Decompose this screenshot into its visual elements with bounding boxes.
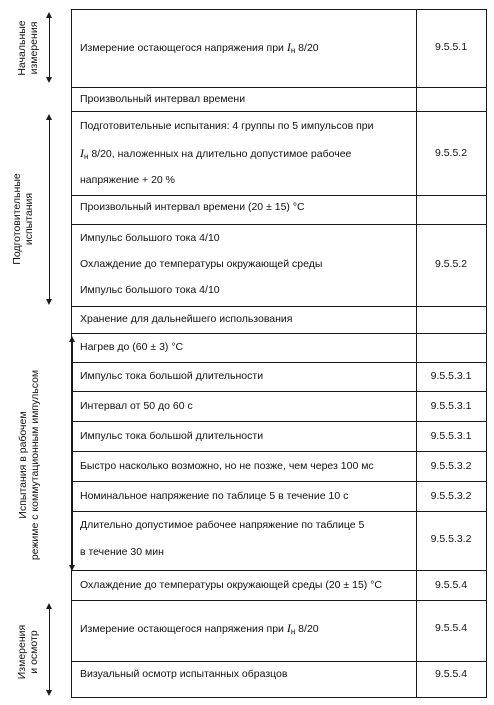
clause-reference: 9.5.5.2 bbox=[434, 258, 468, 270]
step-text: Интервал от 50 до 60 с bbox=[80, 400, 193, 412]
step-text: Измерение остающегося напряжения при $I_н$ 8/20 bbox=[80, 40, 319, 55]
step-text: Хранение для дальнейшего использования bbox=[80, 313, 293, 325]
arrow-down-icon bbox=[46, 77, 52, 83]
step-text: Подготовительные испытания: 4 группы по 5 импульсов при bbox=[80, 120, 374, 132]
clause-reference: 9.5.5.3.2 bbox=[430, 533, 472, 545]
group-label-line: и осмотр bbox=[28, 630, 40, 674]
arrow-down-icon bbox=[69, 565, 75, 571]
step-text: Номинальное напряжение по таблице 5 в течение 10 с bbox=[80, 490, 349, 502]
step-text: Нагрев до (60 ± 3) °С bbox=[80, 341, 184, 353]
group-label-preparatory bbox=[11, 164, 35, 274]
group-label-line: Начальные bbox=[16, 20, 28, 76]
step-text: Импульс тока большой длительности bbox=[80, 430, 264, 442]
arrow-line bbox=[72, 340, 73, 566]
step-text: Измерение остающегося напряжения при $I_н$ 8/20 bbox=[80, 621, 319, 636]
clause-reference: 9.5.5.3.2 bbox=[430, 490, 472, 502]
step-text: напряжение + 20 % bbox=[80, 174, 175, 186]
arrow-down-icon bbox=[46, 299, 52, 305]
step-text: Произвольный интервал времени bbox=[80, 93, 246, 105]
arrow-line bbox=[49, 607, 50, 691]
step-text: $I_н$ 8/20, наложенных на длительно допустимое рабочее bbox=[80, 146, 352, 161]
group-label-switching bbox=[17, 360, 41, 570]
clause-reference: 9.5.5.1 bbox=[434, 41, 468, 53]
step-text: Визуальный осмотр испытанных образцов bbox=[80, 668, 288, 680]
clause-reference: 9.5.5.2 bbox=[434, 147, 468, 159]
clause-reference: 9.5.5.3.2 bbox=[430, 460, 472, 472]
step-text: Охлаждение до температуры окружающей среды (20 ± 15) °С bbox=[80, 579, 382, 591]
group-label-initial bbox=[16, 13, 40, 83]
step-text: Импульс большого тока 4/10 bbox=[80, 284, 220, 296]
clause-reference: 9.5.5.4 bbox=[434, 668, 468, 680]
step-text: Длительно допустимое рабочее напряжение по таблице 5 bbox=[80, 519, 365, 531]
group-label-line: испытания bbox=[23, 192, 35, 246]
group-label-line: Измерения bbox=[16, 624, 28, 680]
step-text: Быстро насколько возможно, но не позже, чем через 100 мс bbox=[80, 460, 374, 472]
arrow-down-icon bbox=[46, 690, 52, 696]
step-text: в течение 30 мин bbox=[80, 546, 164, 558]
group-label-line: Подготовительные bbox=[11, 173, 23, 265]
arrow-line bbox=[49, 118, 50, 302]
arrow-line bbox=[49, 16, 50, 79]
clause-reference: 9.5.5.3.1 bbox=[430, 370, 472, 382]
clause-reference: 9.5.5.4 bbox=[434, 579, 468, 591]
step-text: Импульс тока большой длительности bbox=[80, 370, 264, 382]
step-text: Охлаждение до температуры окружающей среды bbox=[80, 258, 323, 270]
group-label-line: режиме с коммутационным импульсом bbox=[29, 369, 41, 561]
clause-reference: 9.5.5.3.1 bbox=[430, 430, 472, 442]
group-label-line: измерения bbox=[28, 21, 40, 75]
clause-reference: 9.5.5.3.1 bbox=[430, 400, 472, 412]
group-label-final bbox=[16, 617, 40, 687]
step-text: Импульс большого тока 4/10 bbox=[80, 232, 220, 244]
group-label-line: Испытания в рабочем bbox=[17, 411, 29, 519]
clause-reference: 9.5.5.4 bbox=[434, 622, 468, 634]
step-text: Произвольный интервал времени (20 ± 15) °С bbox=[80, 201, 305, 213]
